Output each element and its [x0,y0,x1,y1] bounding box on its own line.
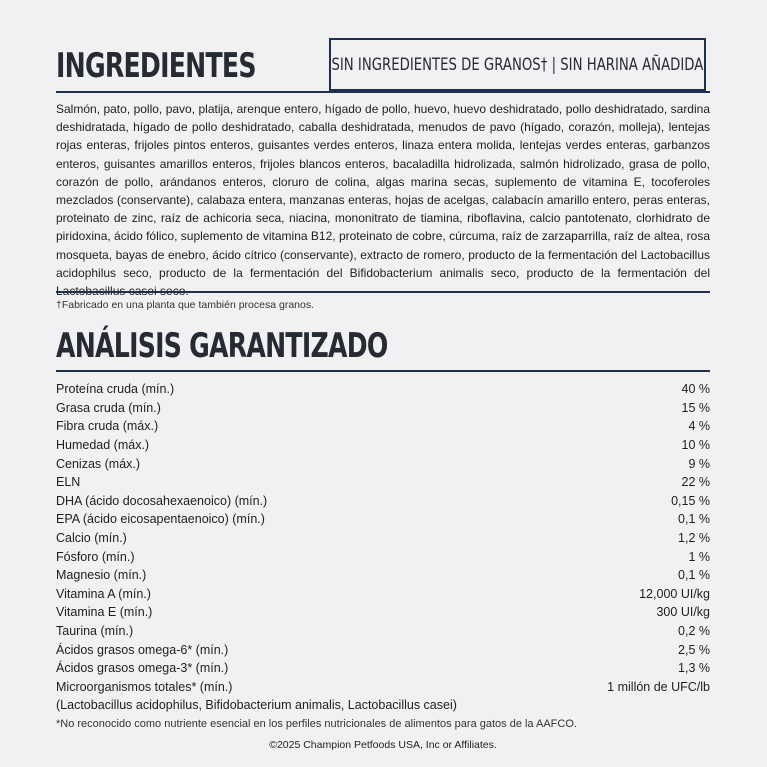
nutrient-label: Ácidos grasos omega-6* (mín.) [56,642,229,657]
nutrient-label: EPA (ácido eicosapentaenoico) (mín.) [56,512,265,527]
nutrient-label: Vitamina A (mín.) [56,586,151,601]
nutrient-value: 0,1 % [678,512,710,527]
grain-free-badge [329,38,706,91]
nutrient-label: Microorganismos totales* (mín.) [56,679,233,694]
nutrient-value: 12,000 UI/kg [639,586,710,601]
nutrient-value: 22 % [681,475,710,490]
nutrient-label: ELN [56,475,81,490]
copyright: ©2025 Champion Petfoods USA, Inc or Affiliates. [269,739,497,751]
table-row [56,473,710,492]
nutrient-label: Magnesio (mín.) [56,568,147,583]
table-row [56,380,710,399]
analysis-table [56,380,710,715]
analysis-title: ANÁLISIS GARANTIZADO [56,326,388,366]
table-row [56,678,710,697]
table-row [56,603,710,622]
table-row [56,529,710,548]
nutrient-label: Vitamina E (mín.) [56,605,153,620]
nutrient-value: 10 % [681,438,710,453]
nutrient-value: 1 millón de UFC/lb [607,679,710,694]
table-row [56,454,710,473]
nutrient-value: 1 % [688,549,710,564]
table-row [56,510,710,529]
table-row [56,492,710,511]
label-panel [56,0,710,767]
grain-free-badge-text: SIN INGREDIENTES DE GRANOS† | SIN HARINA AÑADIDA [331,54,704,75]
nutrient-value: 0,2 % [678,624,710,639]
table-row [56,417,710,436]
nutrient-label: DHA (ácido docosahexaenoico) (mín.) [56,493,268,508]
nutrient-label: Proteína cruda (mín.) [56,382,175,397]
table-row [56,547,710,566]
nutrient-value: 9 % [688,456,710,471]
table-row [56,622,710,641]
table-row [56,566,710,585]
nutrient-value: 1,3 % [678,661,710,676]
nutrient-label: Calcio (mín.) [56,531,127,546]
nutrient-label: Fibra cruda (máx.) [56,419,159,434]
table-row [56,399,710,418]
table-row [56,585,710,604]
table-row [56,659,710,678]
nutrient-label: Grasa cruda (mín.) [56,400,161,415]
nutrient-value: 1,2 % [678,531,710,546]
ingredients-title: INGREDIENTES [56,46,256,86]
nutrient-label: Taurina (mín.) [56,624,134,639]
nutrient-label: Ácidos grasos omega-3* (mín.) [56,661,229,676]
table-row [56,640,710,659]
grain-footnote: †Fabricado en una planta que también procesa granos. [56,299,315,311]
ingredients-bottom-divider [56,291,710,293]
analysis-divider [56,370,710,372]
nutrient-label: Humedad (máx.) [56,438,150,453]
nutrient-value: 4 % [688,419,710,434]
organisms-note: (Lactobacillus acidophilus, Bifidobacterium animalis, Lactobacillus casei) [56,698,457,713]
ingredients-list: Salmón, pato, pollo, pavo, platija, arenque entero, hígado de pollo, huevo, huevo deshidratado, pollo deshidratado, sardina deshidratada, hígado de pollo deshidratado, caballa deshidratada, menudos de pavo (hígado, corazón, molleja), lentejas rojas enteras, frijoles pintos enteros, guisantes verdes enteros, linaza entera molida, lentejas verdes enteras, garbanzos enteros, guisantes amarillos enteros, frijoles blancos enteros, bacaladilla hidrolizada, salmón hidrolizado, grasa de pollo, corazón de pollo, arándanos enteros, cloruro de colina, algas marina secas, suplemento de vitamina E, tocoferoles mezclados (conservante), calabaza entera, manzanas enteras, hojas de acelgas, calabacín amarillo entero, peras enteras, proteinato de zinc, raíz de achicoria seca, niacina, mononitrato de tiamina, riboflavina, calcio pantotenato, clorhidrato de piridoxina, ácido fólico, suplemento de vitamina B12, proteinato de cobre, cúrcuma, raíz de zarzaparrilla, raíz de altea, rosa mosqueta, bayas de enebro, ácido cítrico (conservante), extracto de romero, producto de la fermentación del Lactobacillus acidophilus seco, producto de la fermentación del Bifidobacterium animalis seco, producto de la fermentación del [56,102,710,280]
nutrient-value: 0,1 % [678,568,710,583]
nutrient-value: 15 % [681,400,710,415]
nutrient-value: 300 UI/kg [656,605,710,620]
nutrient-value: 0,15 % [671,493,710,508]
ingredients-divider [56,91,710,93]
nutrient-value: 40 % [681,382,710,397]
aafco-footnote: *No reconocido como nutriente esencial en los perfiles nutricionales de alimentos para gatos de la AAFCO. [56,718,577,730]
nutrient-value: 2,5 % [678,642,710,657]
nutrient-label: Fósforo (mín.) [56,549,135,564]
nutrient-label: Cenizas (máx.) [56,456,141,471]
table-row [56,436,710,455]
